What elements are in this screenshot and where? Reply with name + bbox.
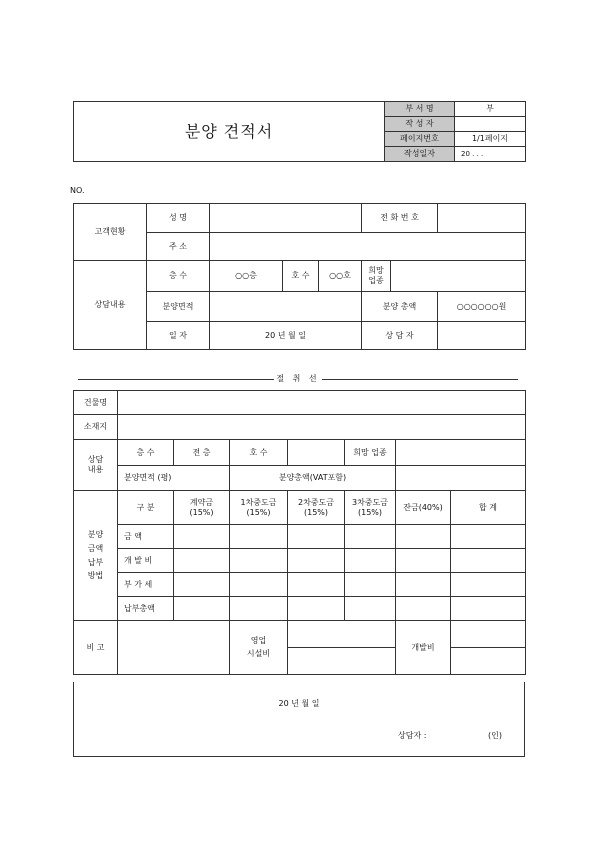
signature-box <box>73 682 525 757</box>
author-value[interactable] <box>455 117 526 132</box>
table-cell[interactable] <box>451 573 526 597</box>
table-cell[interactable] <box>451 597 526 621</box>
table-cell[interactable] <box>230 573 288 597</box>
cut-line <box>78 373 518 385</box>
seal-label: (인) <box>488 731 502 740</box>
document-title: 분양 견적서 <box>74 102 385 162</box>
business-facility-field-2[interactable] <box>288 648 396 675</box>
table-cell[interactable] <box>174 525 230 549</box>
building-field[interactable] <box>118 391 526 415</box>
col-header: 구 분 <box>118 491 174 525</box>
table-cell[interactable] <box>451 549 526 573</box>
page-number-label: 페이지번호 <box>385 132 455 147</box>
consultant-signature-label: 상담자 : <box>398 731 427 740</box>
table-cell[interactable] <box>396 573 451 597</box>
col-header: 계약금 (15%) <box>174 491 230 525</box>
date-value[interactable]: 20 . . . <box>455 147 526 162</box>
consult-content-label: 상담내용 <box>74 261 147 350</box>
col-header: 2차중도금 (15%) <box>288 491 345 525</box>
table-cell[interactable] <box>396 597 451 621</box>
table-cell[interactable] <box>230 597 288 621</box>
business-field[interactable] <box>396 440 526 466</box>
table-cell[interactable] <box>230 525 288 549</box>
table-cell[interactable] <box>288 549 345 573</box>
location-label: 소재지 <box>74 415 118 440</box>
table-cell[interactable] <box>288 573 345 597</box>
total-label: 분양 총액 <box>362 292 438 322</box>
consultant-field[interactable] <box>438 322 526 350</box>
row-label: 납부총액 <box>118 597 174 621</box>
unit-label: 호 수 <box>230 440 288 466</box>
table-cell[interactable] <box>396 525 451 549</box>
payment-method-label: 분양 금액 납부 방법 <box>74 491 118 621</box>
remarks-label: 비 고 <box>74 621 118 675</box>
total-label: 분양총액(VAT포함) <box>230 466 396 491</box>
floor-value[interactable]: ○○층 <box>210 261 283 292</box>
business-label: 희망 업종 <box>362 261 391 292</box>
dev-cost-field-1[interactable] <box>451 621 526 648</box>
table-cell[interactable] <box>288 597 345 621</box>
table-cell[interactable] <box>174 597 230 621</box>
col-header: 3차중도금 (15%) <box>345 491 396 525</box>
row-label: 부 가 세 <box>118 573 174 597</box>
date-label: 작성일자 <box>385 147 455 162</box>
dev-cost-field-2[interactable] <box>451 648 526 675</box>
cut-line-label: 절 취 선 <box>274 373 322 384</box>
consult-label: 상담 내용 <box>74 440 118 491</box>
unit-value[interactable]: ○○호 <box>319 261 362 292</box>
area-label: 분양면적 (평) <box>118 466 230 491</box>
number-label: NO. <box>70 186 85 195</box>
address-label: 주 소 <box>147 233 210 261</box>
table-cell[interactable] <box>451 525 526 549</box>
phone-field[interactable] <box>438 204 526 233</box>
table-cell[interactable] <box>345 597 396 621</box>
business-field[interactable] <box>391 261 526 292</box>
page-number-value: 1/1페이지 <box>455 132 526 147</box>
address-field[interactable] <box>210 233 526 261</box>
row-label: 금 액 <box>118 525 174 549</box>
table-cell[interactable] <box>174 573 230 597</box>
table-cell[interactable] <box>345 573 396 597</box>
table-cell[interactable] <box>288 525 345 549</box>
customer-table <box>73 203 526 350</box>
dev-cost-label: 개발비 <box>396 621 451 675</box>
phone-label: 전 화 번 호 <box>362 204 438 233</box>
business-facility-field-1[interactable] <box>288 621 396 648</box>
area-label: 분양면적 <box>147 292 210 322</box>
table-cell[interactable] <box>396 549 451 573</box>
date-row-label: 일 자 <box>147 322 210 350</box>
dept-value[interactable]: 부 <box>455 102 526 117</box>
unit-field[interactable] <box>288 440 345 466</box>
total-value[interactable]: ○○○○○○원 <box>438 292 526 322</box>
customer-status-label: 고객현황 <box>74 204 147 261</box>
name-field[interactable] <box>210 204 362 233</box>
table-cell[interactable] <box>230 549 288 573</box>
row-label: 개 발 비 <box>118 549 174 573</box>
remarks-field[interactable] <box>118 621 230 675</box>
signature-date[interactable]: 20 년 월 일 <box>278 699 320 708</box>
table-cell[interactable] <box>345 549 396 573</box>
name-label: 성 명 <box>147 204 210 233</box>
total-floor-label: 전 층 <box>174 440 230 466</box>
col-header: 잔금(40%) <box>396 491 451 525</box>
author-label: 작 성 자 <box>385 117 455 132</box>
estimate-table <box>73 390 526 675</box>
col-header: 1차중도금 (15%) <box>230 491 288 525</box>
total-field[interactable] <box>396 466 526 491</box>
dept-label: 부 서 명 <box>385 102 455 117</box>
consultant-label: 상 담 자 <box>362 322 438 350</box>
business-label: 희망 업종 <box>345 440 396 466</box>
table-cell[interactable] <box>174 549 230 573</box>
building-label: 건물명 <box>74 391 118 415</box>
area-field[interactable] <box>210 292 362 322</box>
header-table <box>73 101 526 162</box>
business-facility-label: 영업 시설비 <box>230 621 288 675</box>
col-header: 합 계 <box>451 491 526 525</box>
floor-label: 층 수 <box>147 261 210 292</box>
date-row-value[interactable]: 20 년 월 일 <box>210 322 362 350</box>
table-cell[interactable] <box>345 525 396 549</box>
location-field[interactable] <box>118 415 526 440</box>
unit-label: 호 수 <box>283 261 319 292</box>
floor-label: 층 수 <box>118 440 174 466</box>
